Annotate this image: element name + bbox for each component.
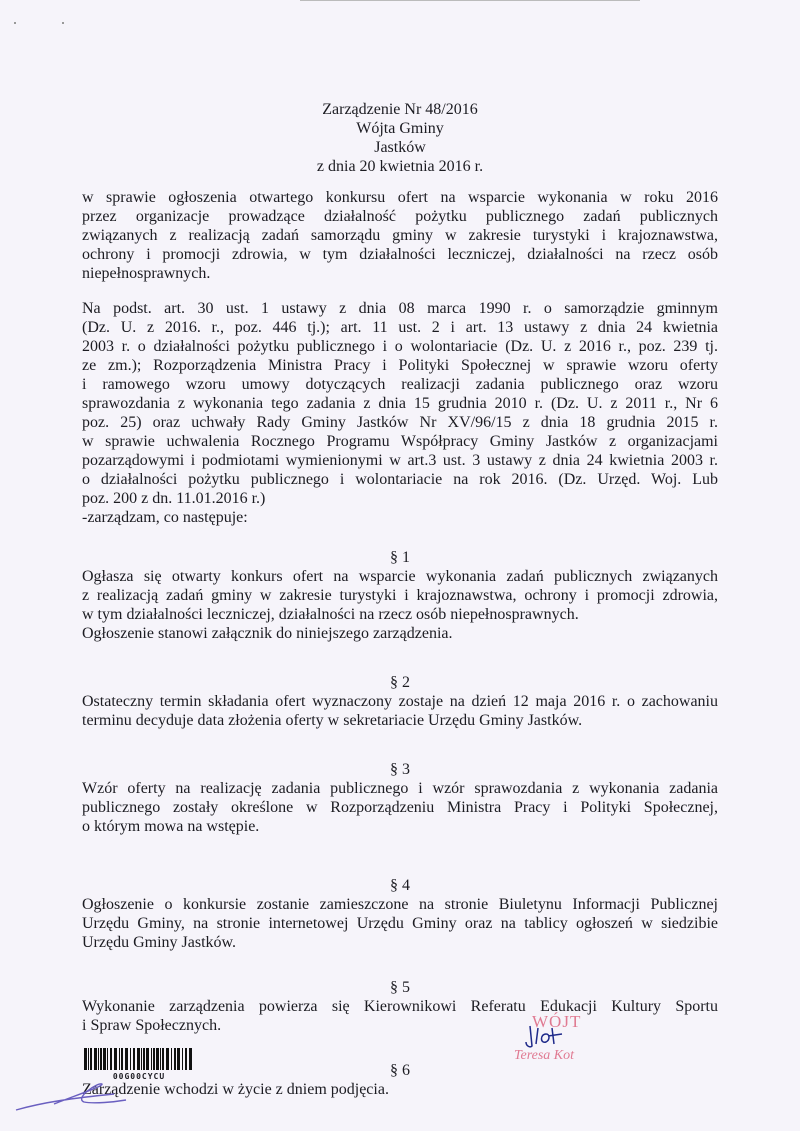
text-line: Urzędu Gminy, na stronie internetowej Urzędu Gminy oraz na tablicy ogłoszeń w siedzibie [82,915,718,932]
subject-paragraph [82,188,718,283]
barcode-bar [185,1048,187,1070]
wojt-stamp [508,1012,598,1072]
barcode-bar [141,1048,142,1070]
text-line: Wójta Gminy [356,120,444,137]
barcode-bar [174,1048,176,1070]
stamp-name: Teresa Kot [514,1048,575,1063]
barcode-bar [162,1048,164,1070]
barcode-bar [121,1048,123,1070]
barcode-bar [166,1048,169,1070]
section-mark: § 1 [390,549,410,566]
barcode-bar [189,1048,192,1070]
text-line: poz. 200 z dn. 11.01.2016 r.) [82,490,266,507]
document-header [82,100,718,176]
barcode-bar [143,1048,145,1070]
section-4 [82,876,718,952]
text-line: niepełnosprawnych. [82,265,211,282]
barcode-bar [153,1048,155,1070]
barcode [84,1048,194,1070]
section-2 [82,673,718,730]
section-3 [82,760,718,836]
text-line: przez organizacje prowadzące działalność pożytku publicznego zadań publicznych [82,208,718,225]
text-line: Urzędu Gminy Jastków. [82,934,237,951]
section-1 [82,548,718,643]
text-line: ochrony i promocji zdrowia, w tym działalności leczniczej, działalności na rzecz osób [82,246,718,263]
text-line: Ogłasza się otwarty konkurs ofert na wsparcie wykonania zadań publicznych związanych [82,568,718,585]
text-line: pozarządowymi i podmiotami wymienionymi w art.3 ust. 3 ustawy z dnia 24 kwietnia 2003 r. [82,452,718,469]
barcode-bar [119,1048,120,1070]
text-line: w sprawie uchwalenia Rocznego Programu Współpracy Gminy Jastków z organizacjami [82,433,718,450]
barcode-number: 00G00CYCU [112,1072,166,1081]
barcode-bar [156,1048,159,1070]
text-line: Ostateczny termin składania ofert wyznaczony zostaje na dzień 12 maja 2016 r. o zachowaniu [82,693,718,710]
text-line: w sprawie ogłoszenia otwartego konkursu ofert na wsparcie wykonania w roku 2016 [82,189,718,206]
barcode-bar [107,1048,108,1070]
barcode-bar [114,1048,117,1070]
barcode-bar [133,1048,135,1070]
barcode-bar [100,1048,102,1070]
section-mark: § 6 [390,1062,410,1079]
text-line: 2003 r. o działalności pożytku publicznego i o wolontariacie (Dz. U. z 2016 r., poz. 239 tj. [82,338,718,355]
section-5 [82,978,718,1035]
text-line: Jastków [374,139,426,156]
text-line: terminu decyduje data złożenia oferty w sekretariacie Urzędu Gminy Jastków. [82,712,583,729]
barcode-bar [103,1048,106,1070]
barcode-bar [98,1048,99,1070]
text-line: sprawozdania z wykonania tego zadania z dnia 15 grudnia 2010 r. (Dz. U. z 2011 r., Nr 6 [82,395,718,412]
barcode-bar [125,1048,128,1070]
signature [524,1022,564,1050]
barcode-bar [182,1048,183,1070]
text-line: ze zm.); Rozporządzenia Ministra Pracy i Polityki Społecznej w sprawie wzoru oferty [82,357,718,374]
scan-speck [14,22,16,24]
barcode-bar [151,1048,152,1070]
text-line: Na podst. art. 30 ust. 1 ustawy z dnia 08 marca 1990 r. o samorządzie gminnym [82,300,718,317]
barcode-bar [160,1048,161,1070]
stamp-title: WÓJT [532,1012,582,1031]
text-line: w tym działalności leczniczej, działalności na rzecz osób niepełnosprawnych. [82,606,579,623]
text-line: Ogłoszenie stanowi załącznik do niniejszego zarządzenia. [82,625,453,642]
legal-basis-paragraph [82,299,718,527]
text-line: -zarządzam, co następuje: [82,509,248,526]
barcode-bar [146,1048,149,1070]
text-line: związanych z realizacją zadań samorządu gminy w zakresie turystyki i krajoznawstwa, [82,227,718,244]
barcode-bar [94,1048,97,1070]
barcode-bar [137,1048,140,1070]
text-line: Wykonanie zarządzenia powierza się Kierownikowi Referatu Edukacji Kultury Sportu [82,998,718,1015]
barcode-bar [88,1048,89,1070]
text-line: o działalności pożytku publicznego i wolontariacie na rok 2016. (Dz. Urzęd. Woj. Lub [82,471,718,488]
section-mark: § 5 [390,979,410,996]
text-line: Zarządzenie Nr 48/2016 [322,101,478,118]
scan-speck [62,22,64,24]
barcode-bar [177,1048,180,1070]
text-line: publicznego zostały określone w Rozporządzeniu Ministra Pracy i Polityki Społecznej, [82,799,718,816]
text-line: Wzór oferty na realizację zadania publicznego i wzór sprawozdania z wykonania zadania [82,780,718,797]
barcode-bar [130,1048,131,1070]
barcode-bar [84,1048,87,1070]
barcode-bar [90,1048,92,1070]
text-line: z realizacją zadań gminy w zakresie turystyki i krajoznawstwa, ochrony i promocji zdrowia, [82,587,718,604]
section-mark: § 3 [390,761,410,778]
initials-signature [14,1080,134,1116]
text-line: o którym mowa na wstępie. [82,818,260,835]
text-line: i Spraw Społecznych. [82,1017,222,1034]
section-mark: § 4 [390,877,410,894]
text-line: z dnia 20 kwietnia 2016 r. [316,158,484,175]
barcode-bar [110,1048,112,1070]
scan-edge-line [300,0,640,1]
text-line: Zarządzenie wchodzi w życie z dniem podjęcia. [82,1081,389,1098]
text-line: poz. 25) oraz uchwały Rady Gminy Jastków Nr XV/96/15 z dnia 18 grudnia 2015 r. [82,414,718,431]
text-line: i ramowego wzoru umowy dotyczących realizacji zadania publicznego oraz wzoru [82,376,718,393]
section-mark: § 2 [390,674,410,691]
sections [82,548,718,1099]
barcode-bar [171,1048,172,1070]
text-line: Ogłoszenie o konkursie zostanie zamieszczone na stronie Biuletynu Informacji Publicznej [82,896,718,913]
text-line: (Dz. U. z 2016. r., poz. 446 tj.); art. 11 ust. 2 i art. 13 ustawy z dnia 24 kwietnia [82,319,718,336]
